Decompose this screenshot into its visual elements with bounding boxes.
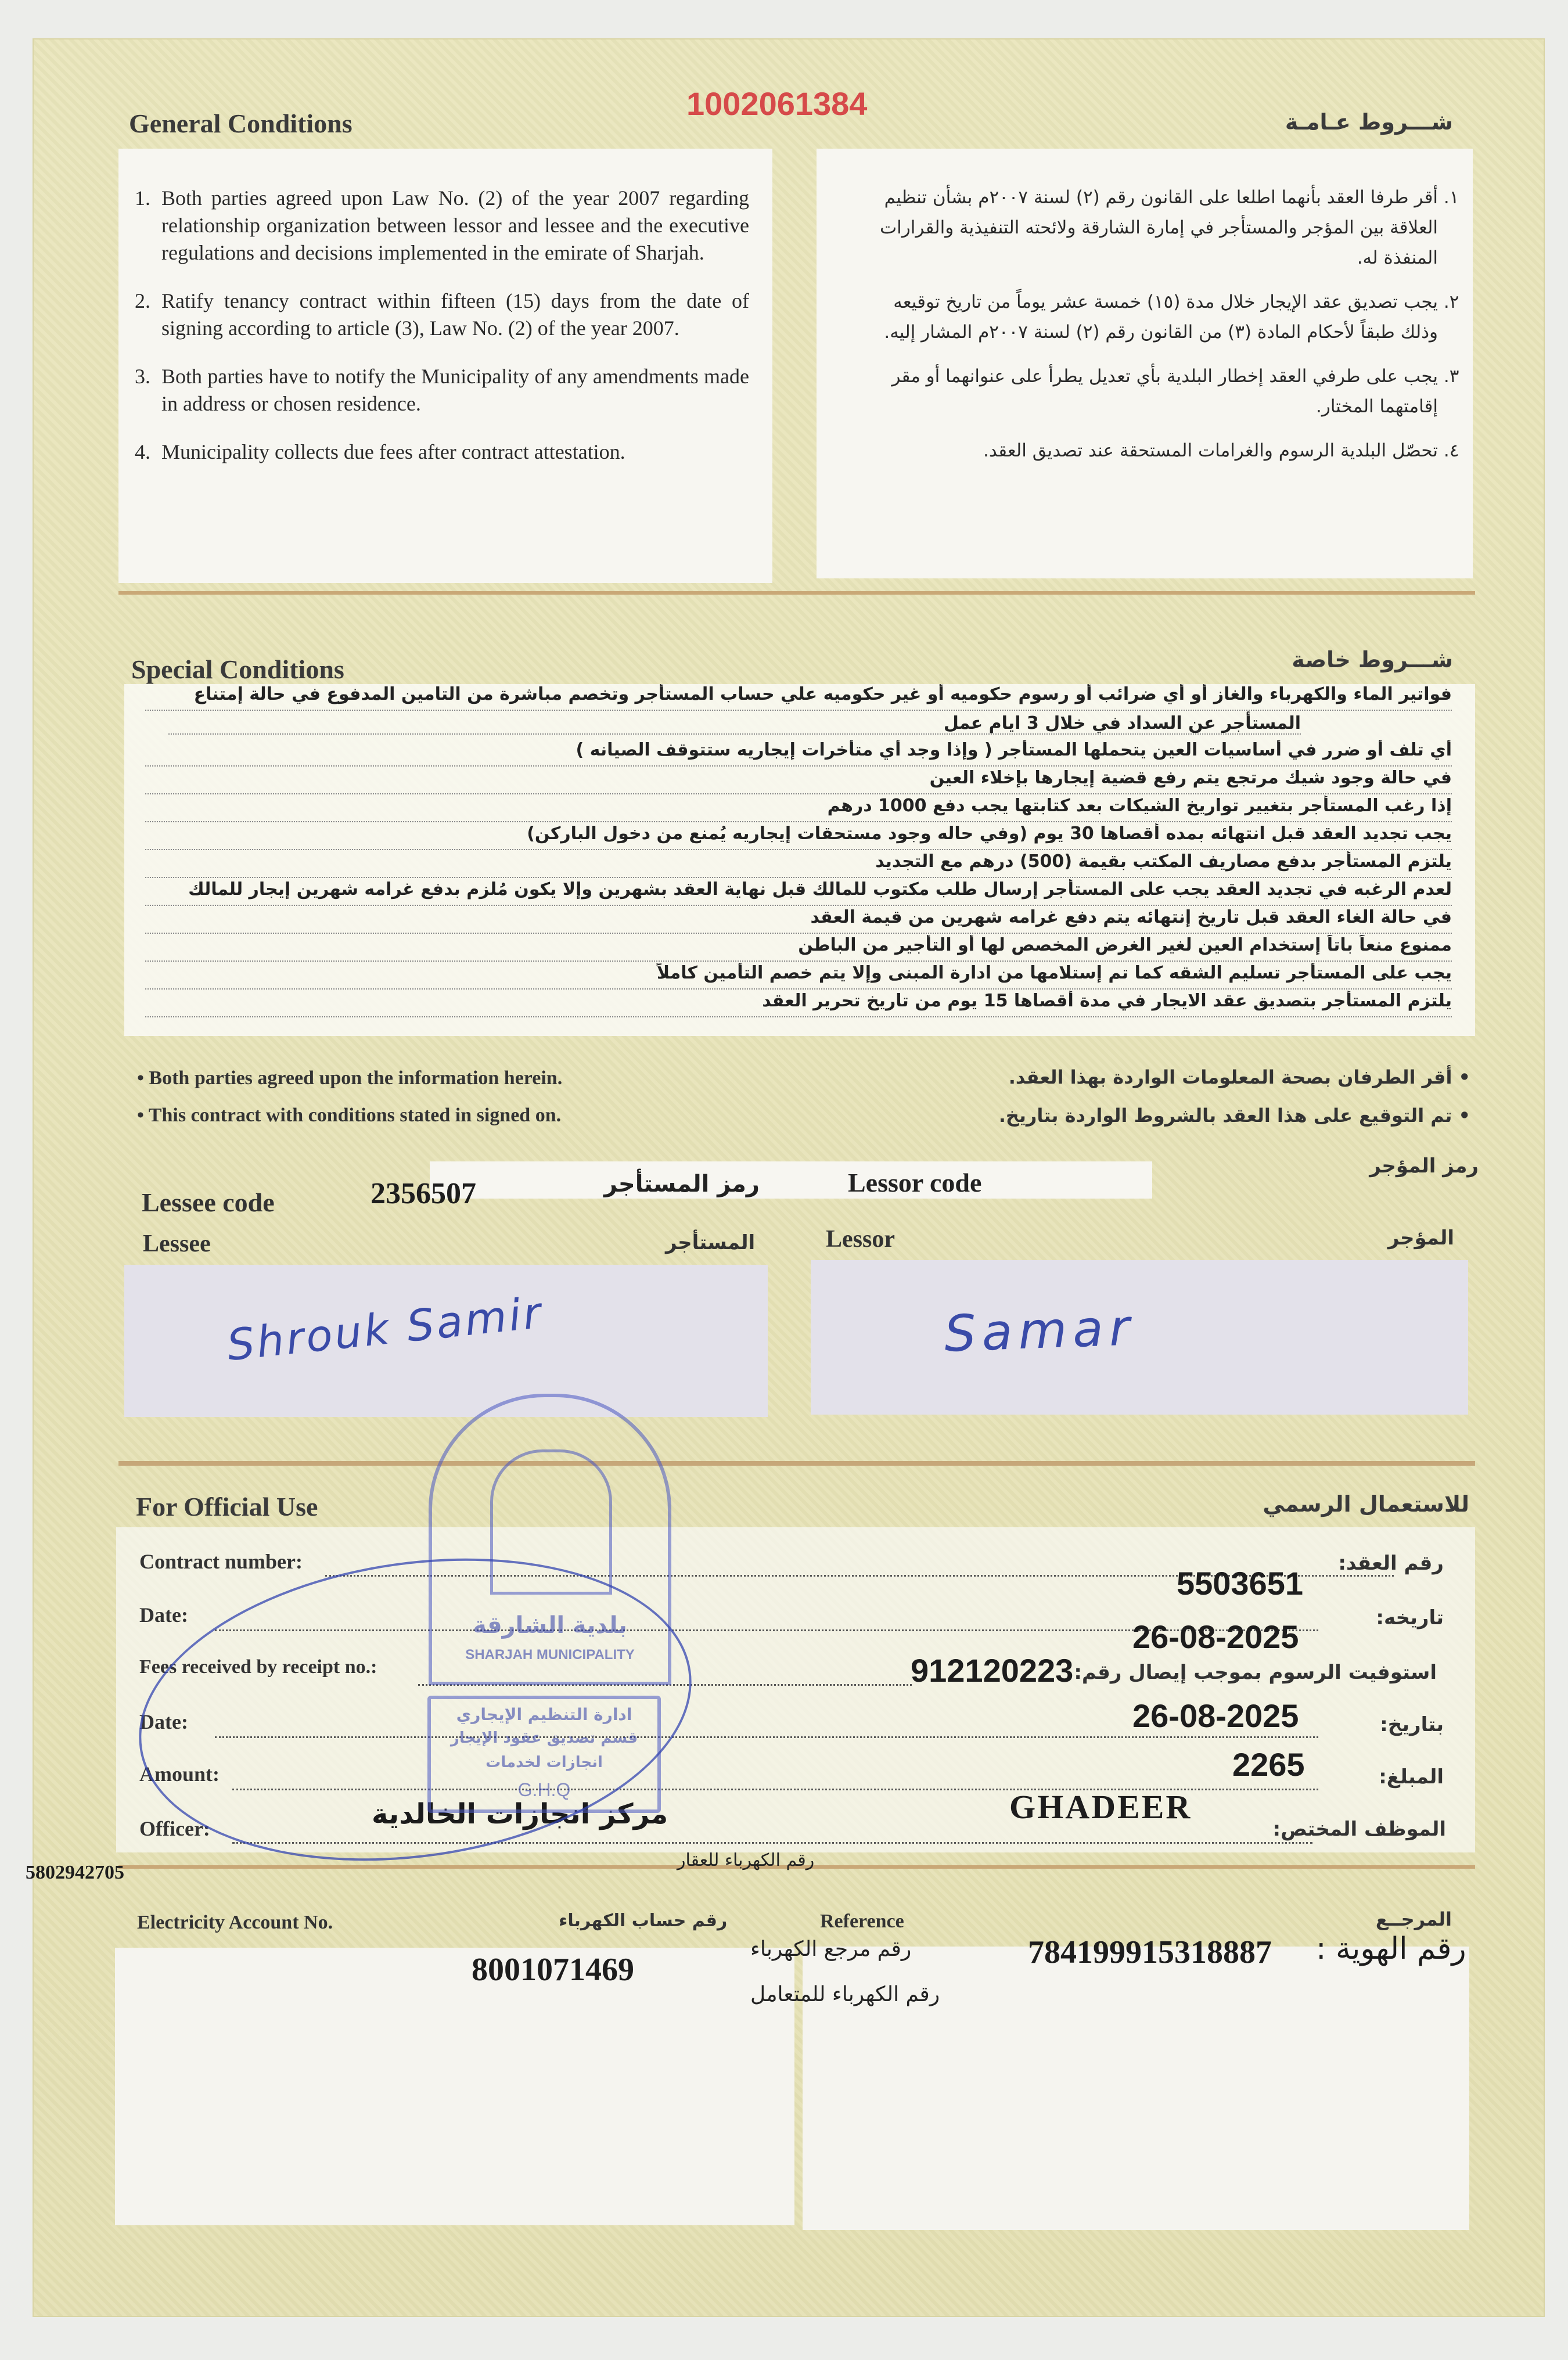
divider	[118, 1461, 1475, 1466]
amount-label-en: Amount:	[139, 1762, 220, 1786]
receipt-number-value: 912120223	[911, 1652, 1074, 1689]
amount-label-ar: المبلغ:	[1379, 1765, 1444, 1789]
handwritten-reference: 5802942705	[26, 1862, 124, 1883]
general-condition-en-1: 1. Both parties agreed upon Law No. (2) of the year 2007 regarding relationship organization between lessor and lessee and the executive regulations and decisions implemented in the emirate of Sharjah.	[156, 185, 749, 267]
general-condition-ar-1: 1. أقر طرفا العقد بأنهما اطلعا على القانون رقم (٢) لسنة ٢٠٠٧م بشأن تنظيم العلاقة بين المؤجر والمستأجر في إمارة الشارقة ولائحته التنفيذية والقرارات المنفذة له.	[863, 182, 1438, 273]
special-condition-line: إذا رغب المستأجر بتغيير تواريخ الشيكات بعد كتابتها يجب دفع 1000 درهم •	[145, 796, 1452, 822]
general-conditions-title-ar: شـــروط عـامـة	[1285, 109, 1453, 135]
agreement-en-2: • This contract with conditions stated in signed on.	[137, 1105, 562, 1126]
general-condition-ar-2: 2. يجب تصديق عقد الإيجار خلال مدة (١٥) خمسة عشر يوماً من تاريخ توقيعه وذلك طبقاً لأحكام المادة (٣) من القانون رقم (٢) لسنة ٢٠٠٧م المشار إليه.	[863, 287, 1438, 347]
agreement-en-1: • Both parties agreed upon the information herein.	[137, 1067, 563, 1089]
id-label: رقم الهوية :	[1316, 1931, 1466, 1966]
special-condition-line: في حالة الغاء العقد قبل تاريخ إنتهائه يتم دفع غرامه شهرين من قيمة العقد •	[145, 907, 1452, 934]
stamp-text: انجازات لخدمات	[485, 1754, 603, 1771]
id-number-value: 784199915318887	[1028, 1934, 1272, 1970]
special-condition-line: أي تلف أو ضرر في أساسيات العين يتحملها المستأجر ( وإذا وجد أي متأخرات إيجاريه ستتوقف الصيانه ) •	[145, 740, 1452, 767]
special-condition-line: يجب على المستأجر تسليم الشقه كما تم إستلامها من ادارة المبنى وإلا يتم خصم التأمين كاملاً •	[145, 963, 1452, 990]
date2-value: 26-08-2025	[1132, 1697, 1299, 1734]
lessor-label-en: Lessor	[826, 1226, 895, 1253]
special-condition-line: لعدم الرغبه في تجديد العقد يجب على المستأجر إرسال طلب مكتوب للمالك قبل نهاية العقد بشهرين وإلا يكون مُلزم بدفع غرامه شهرين إيجار للمالك •	[145, 879, 1452, 906]
officer-label-ar: الموظف المختص:	[1272, 1818, 1446, 1841]
lessor-code-label-ar: رمز المؤجر	[1369, 1154, 1479, 1178]
special-conditions-title-en: Special Conditions	[131, 654, 344, 684]
lessee-label-en: Lessee	[143, 1231, 211, 1257]
special-condition-line: في حالة وجود شيك مرتجع يتم رفع قضية إيجارها بإخلاء العين •	[145, 768, 1452, 794]
lessor-label-ar: المؤجر	[1387, 1226, 1454, 1250]
stamp-text: قسم تصديق عقود الإيجار	[450, 1729, 638, 1747]
date2-label-ar: بتاريخ:	[1380, 1713, 1444, 1736]
agreement-ar-1: • أقر الطرفان بصحة المعلومات الواردة بهذا العقد.	[1008, 1066, 1470, 1088]
handwritten-note: رقم الكهرباء للعقار	[677, 1850, 815, 1870]
special-condition-line: ممنوع منعاً باتاً إستخدام العين لغير الغرض المخصص لها أو التأجير من الباطن •	[145, 935, 1452, 962]
reference-box	[750, 1937, 1469, 2230]
fees-label-ar: استوفيت الرسوم بموجب إيصال رقم:	[1074, 1661, 1437, 1684]
general-condition-ar-3: 3. يجب على طرفي العقد إخطار البلدية بأي تعديل يطرأ على عنوانهما أو مقر إقامتهما المختار.	[863, 361, 1438, 422]
contract-number-value: 5503651	[1177, 1565, 1304, 1602]
lessor-signature: Samar	[943, 1298, 1137, 1364]
general-condition-en-4: 4. Municipality collects due fees after contract attestation.	[156, 438, 749, 466]
amount-value: 2265	[1232, 1746, 1305, 1783]
lessee-label-ar: المستأجر	[666, 1231, 756, 1254]
reference-note-1: رقم مرجع الكهرباء	[750, 1937, 912, 1961]
special-condition-line: يلتزم المستأجر بتصديق عقد الايجار في مدة أقصاها 15 يوم من تاريخ تحرير العقد •	[145, 991, 1452, 1017]
electricity-account-label-ar: رقم حساب الكهرباء	[559, 1911, 728, 1931]
date-value: 26-08-2025	[1132, 1618, 1299, 1655]
divider	[118, 591, 1475, 595]
officer-value: GHADEER	[1009, 1788, 1192, 1826]
stamp-text: بلدية الشارقة	[473, 1612, 627, 1639]
official-use-title-ar: للاستعمال الرسمي	[1263, 1491, 1469, 1517]
date-label-en: Date:	[139, 1603, 188, 1627]
general-condition-en-3: 3. Both parties have to notify the Municipality of any amendments made in address or chosen residence.	[156, 363, 749, 418]
lessee-signature-box	[124, 1265, 768, 1417]
lessor-signature-box	[811, 1260, 1468, 1415]
lessee-code-label-ar: رمز المستأجر	[604, 1171, 760, 1197]
stamp-text: G.H.Q	[517, 1779, 571, 1800]
official-use-title-en: For Official Use	[136, 1492, 318, 1521]
contract-number-label-ar: رقم العقد:	[1338, 1552, 1444, 1575]
stamp-text: ادارة التنظيم الإيجاري	[456, 1705, 632, 1724]
special-condition-line: المستأجر عن السداد في خلال 3 ايام عمل	[168, 713, 1301, 735]
date2-label-en: Date:	[139, 1710, 188, 1733]
special-conditions-title-ar: شـــروط خاصة	[1292, 647, 1453, 672]
reference-note-2: رقم الكهرباء للمتعامل	[750, 1983, 940, 2006]
stamp-text: SHARJAH MUNICIPALITY	[465, 1647, 635, 1663]
general-condition-ar-4: 4. تحصّل البلدية الرسوم والغرامات المستحقة عند تصديق العقد.	[863, 436, 1438, 466]
electricity-account-label-en: Electricity Account No.	[137, 1912, 333, 1933]
lessee-code-label-en: Lessee code	[142, 1188, 275, 1217]
agreement-ar-2: • تم التوقيع على هذا العقد بالشروط الواردة بتاريخ.	[998, 1105, 1470, 1127]
lessor-code-label-en: Lessor code	[848, 1168, 982, 1197]
office-name: مركز انجازات الخالدية	[372, 1798, 668, 1830]
officer-label-en: Officer:	[139, 1817, 210, 1840]
lessee-code-value: 2356507	[371, 1177, 476, 1210]
code-band	[430, 1161, 1152, 1199]
reference-label-en: Reference	[820, 1911, 904, 1932]
special-condition-line: يلتزم المستأجر بدفع مصاريف المكتب بقيمة (500) درهم مع التجديد •	[145, 851, 1452, 878]
general-conditions-en-box	[118, 149, 772, 583]
contract-number-label-en: Contract number:	[139, 1550, 303, 1573]
special-condition-line: فواتير الماء والكهرباء والغاز أو أي ضرائب أو رسوم حكوميه أو غير حكوميه علي حساب المستأجر وتخصم مباشرة من التامين المدفوع في حالة إمتناع •	[145, 684, 1452, 711]
special-conditions-box	[124, 684, 1475, 1036]
electricity-account-box	[115, 1948, 794, 2225]
lessee-signature: Shrouk Samir	[225, 1287, 546, 1371]
general-conditions-title-en: General Conditions	[129, 109, 353, 138]
date-label-ar: تاريخه:	[1376, 1606, 1444, 1629]
electricity-account-value: 8001071469	[472, 1952, 634, 1988]
special-condition-line: يجب تجديد العقد قبل انتهائه بمده أقصاها 30 يوم (وفي حاله وجود مستحقات إيجاريه يُمنع من دخول الباركن) •	[145, 823, 1452, 850]
reference-label-ar: المرجــع	[1375, 1908, 1452, 1930]
fees-label-en: Fees received by receipt no.:	[139, 1656, 377, 1678]
general-conditions-ar-box	[817, 149, 1473, 578]
general-condition-en-2: 2. Ratify tenancy contract within fifteen (15) days from the date of signing according to article (3), Law No. (2) of the year 2007.	[156, 287, 749, 342]
document-number: 1002061384	[686, 85, 868, 122]
